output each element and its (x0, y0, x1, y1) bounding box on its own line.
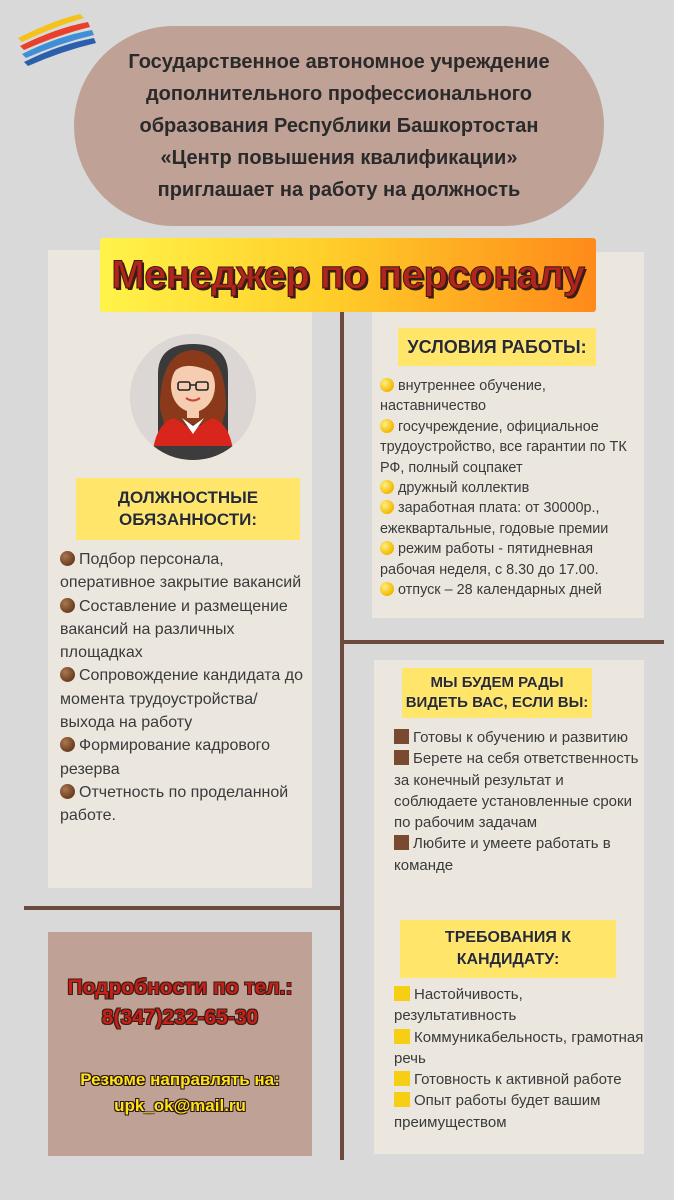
conditions-heading: УСЛОВИЯ РАБОТЫ: (398, 328, 596, 366)
list-item (394, 1027, 644, 1070)
list-item-text: Коммуникабельность, грамотная речь (394, 1028, 644, 1067)
yellow-square-icon (394, 986, 410, 1001)
header-text: Государственное автономное учреждение дополнительного профессионального образования Республики Башкортостан «Центр повышения квалификации» приглашает на работу на должность (128, 51, 550, 201)
list-item-text: внутреннее обучение, наставничество (380, 378, 546, 415)
yellow-square-icon (394, 1092, 410, 1107)
logo-icon (14, 8, 98, 68)
list-item-text: Сопровождение кандидата до момента трудоустройства/выхода на работу (60, 667, 303, 732)
yellow-dot-icon (380, 480, 394, 494)
list-item-text: Готовность к активной работе (414, 1071, 622, 1089)
list-item-text: отпуск – 28 календарных дней (398, 582, 602, 599)
list-item (394, 727, 644, 748)
list-item (394, 984, 644, 1027)
brown-square-icon (394, 750, 409, 765)
requirements-list (394, 984, 644, 1133)
brown-dot-icon (60, 667, 75, 682)
divider-horizontal-left (24, 906, 342, 910)
list-item-text: Настойчивость, результативность (394, 986, 523, 1025)
list-item-text: режим работы - пятидневная рабочая неделя, с 8.30 до 17.00. (380, 541, 599, 578)
list-item (394, 833, 644, 876)
conditions-list (380, 376, 644, 600)
list-item (60, 548, 310, 595)
yellow-dot-icon (380, 419, 394, 433)
yellow-dot-icon (380, 541, 394, 555)
list-item-text: Берете на себя ответственность за конечный результат и соблюдаете установленные сроки по рабочим задачам (394, 750, 639, 832)
resume-label: Резюме направлять на: (80, 1070, 280, 1089)
candidate-qualities-list (394, 727, 644, 876)
requirements-heading: ТРЕБОВАНИЯ К КАНДИДАТУ: (400, 920, 616, 978)
list-item (60, 664, 310, 734)
yellow-square-icon (394, 1029, 410, 1044)
list-item (60, 781, 310, 828)
email-link[interactable]: upk_ok@mail.ru (114, 1096, 246, 1115)
yellow-dot-icon (380, 378, 394, 392)
job-title: Менеджер по персоналу (111, 252, 585, 297)
list-item-text: Любите и умеете работать в команде (394, 835, 611, 874)
brown-dot-icon (60, 598, 75, 613)
list-item (394, 1090, 644, 1133)
phone-number-link[interactable]: 8(347)232-65-30 (101, 1006, 259, 1029)
list-item-text: дружный коллектив (398, 480, 530, 497)
list-item (380, 580, 644, 600)
phone-label: Подробности по тел.: (67, 976, 293, 999)
list-item (380, 478, 644, 498)
list-item (394, 1069, 644, 1090)
yellow-square-icon (394, 1071, 410, 1086)
divider-horizontal-right (344, 640, 664, 644)
list-item-text: Формирование кадрового резерва (60, 737, 271, 778)
divider-vertical (340, 300, 344, 1160)
brown-dot-icon (60, 551, 75, 566)
list-item (60, 595, 310, 665)
brown-square-icon (394, 835, 409, 850)
avatar-illustration (130, 334, 256, 460)
list-item-text: Готовы к обучению и развитию (413, 729, 628, 746)
list-item-text: Отчетность по проделанной работе. (60, 783, 289, 825)
brown-square-icon (394, 729, 409, 744)
brown-dot-icon (60, 737, 75, 752)
duties-heading: ДОЛЖНОСТНЫЕ ОБЯЗАННОСТИ: (76, 478, 300, 540)
list-item (380, 376, 644, 417)
list-item-text: Подбор персонала, оперативное закрытие вакансий (60, 551, 302, 592)
job-title-banner (100, 238, 596, 312)
contact-panel (48, 932, 312, 1156)
list-item (380, 498, 644, 539)
yellow-dot-icon (380, 500, 394, 514)
candidate-qualities-heading: МЫ БУДЕМ РАДЫ ВИДЕТЬ ВАС, ЕСЛИ ВЫ: (402, 668, 592, 718)
list-item-text: госучреждение, официальное трудоустройство, все гарантии по ТК РФ, полный соцпакет (380, 418, 627, 476)
list-item-text: Составление и размещение вакансий на различных площадках (60, 597, 288, 662)
list-item (380, 417, 644, 478)
header-banner (74, 26, 604, 226)
list-item-text: Опыт работы будет вашим преимуществом (394, 1092, 601, 1131)
list-item (380, 539, 644, 580)
yellow-dot-icon (380, 582, 394, 596)
list-item (394, 748, 644, 833)
duties-list (60, 548, 310, 828)
list-item-text: заработная плата: от 30000р., ежеквартальные, годовые премии (380, 500, 609, 537)
brown-dot-icon (60, 784, 75, 799)
list-item (60, 734, 310, 781)
